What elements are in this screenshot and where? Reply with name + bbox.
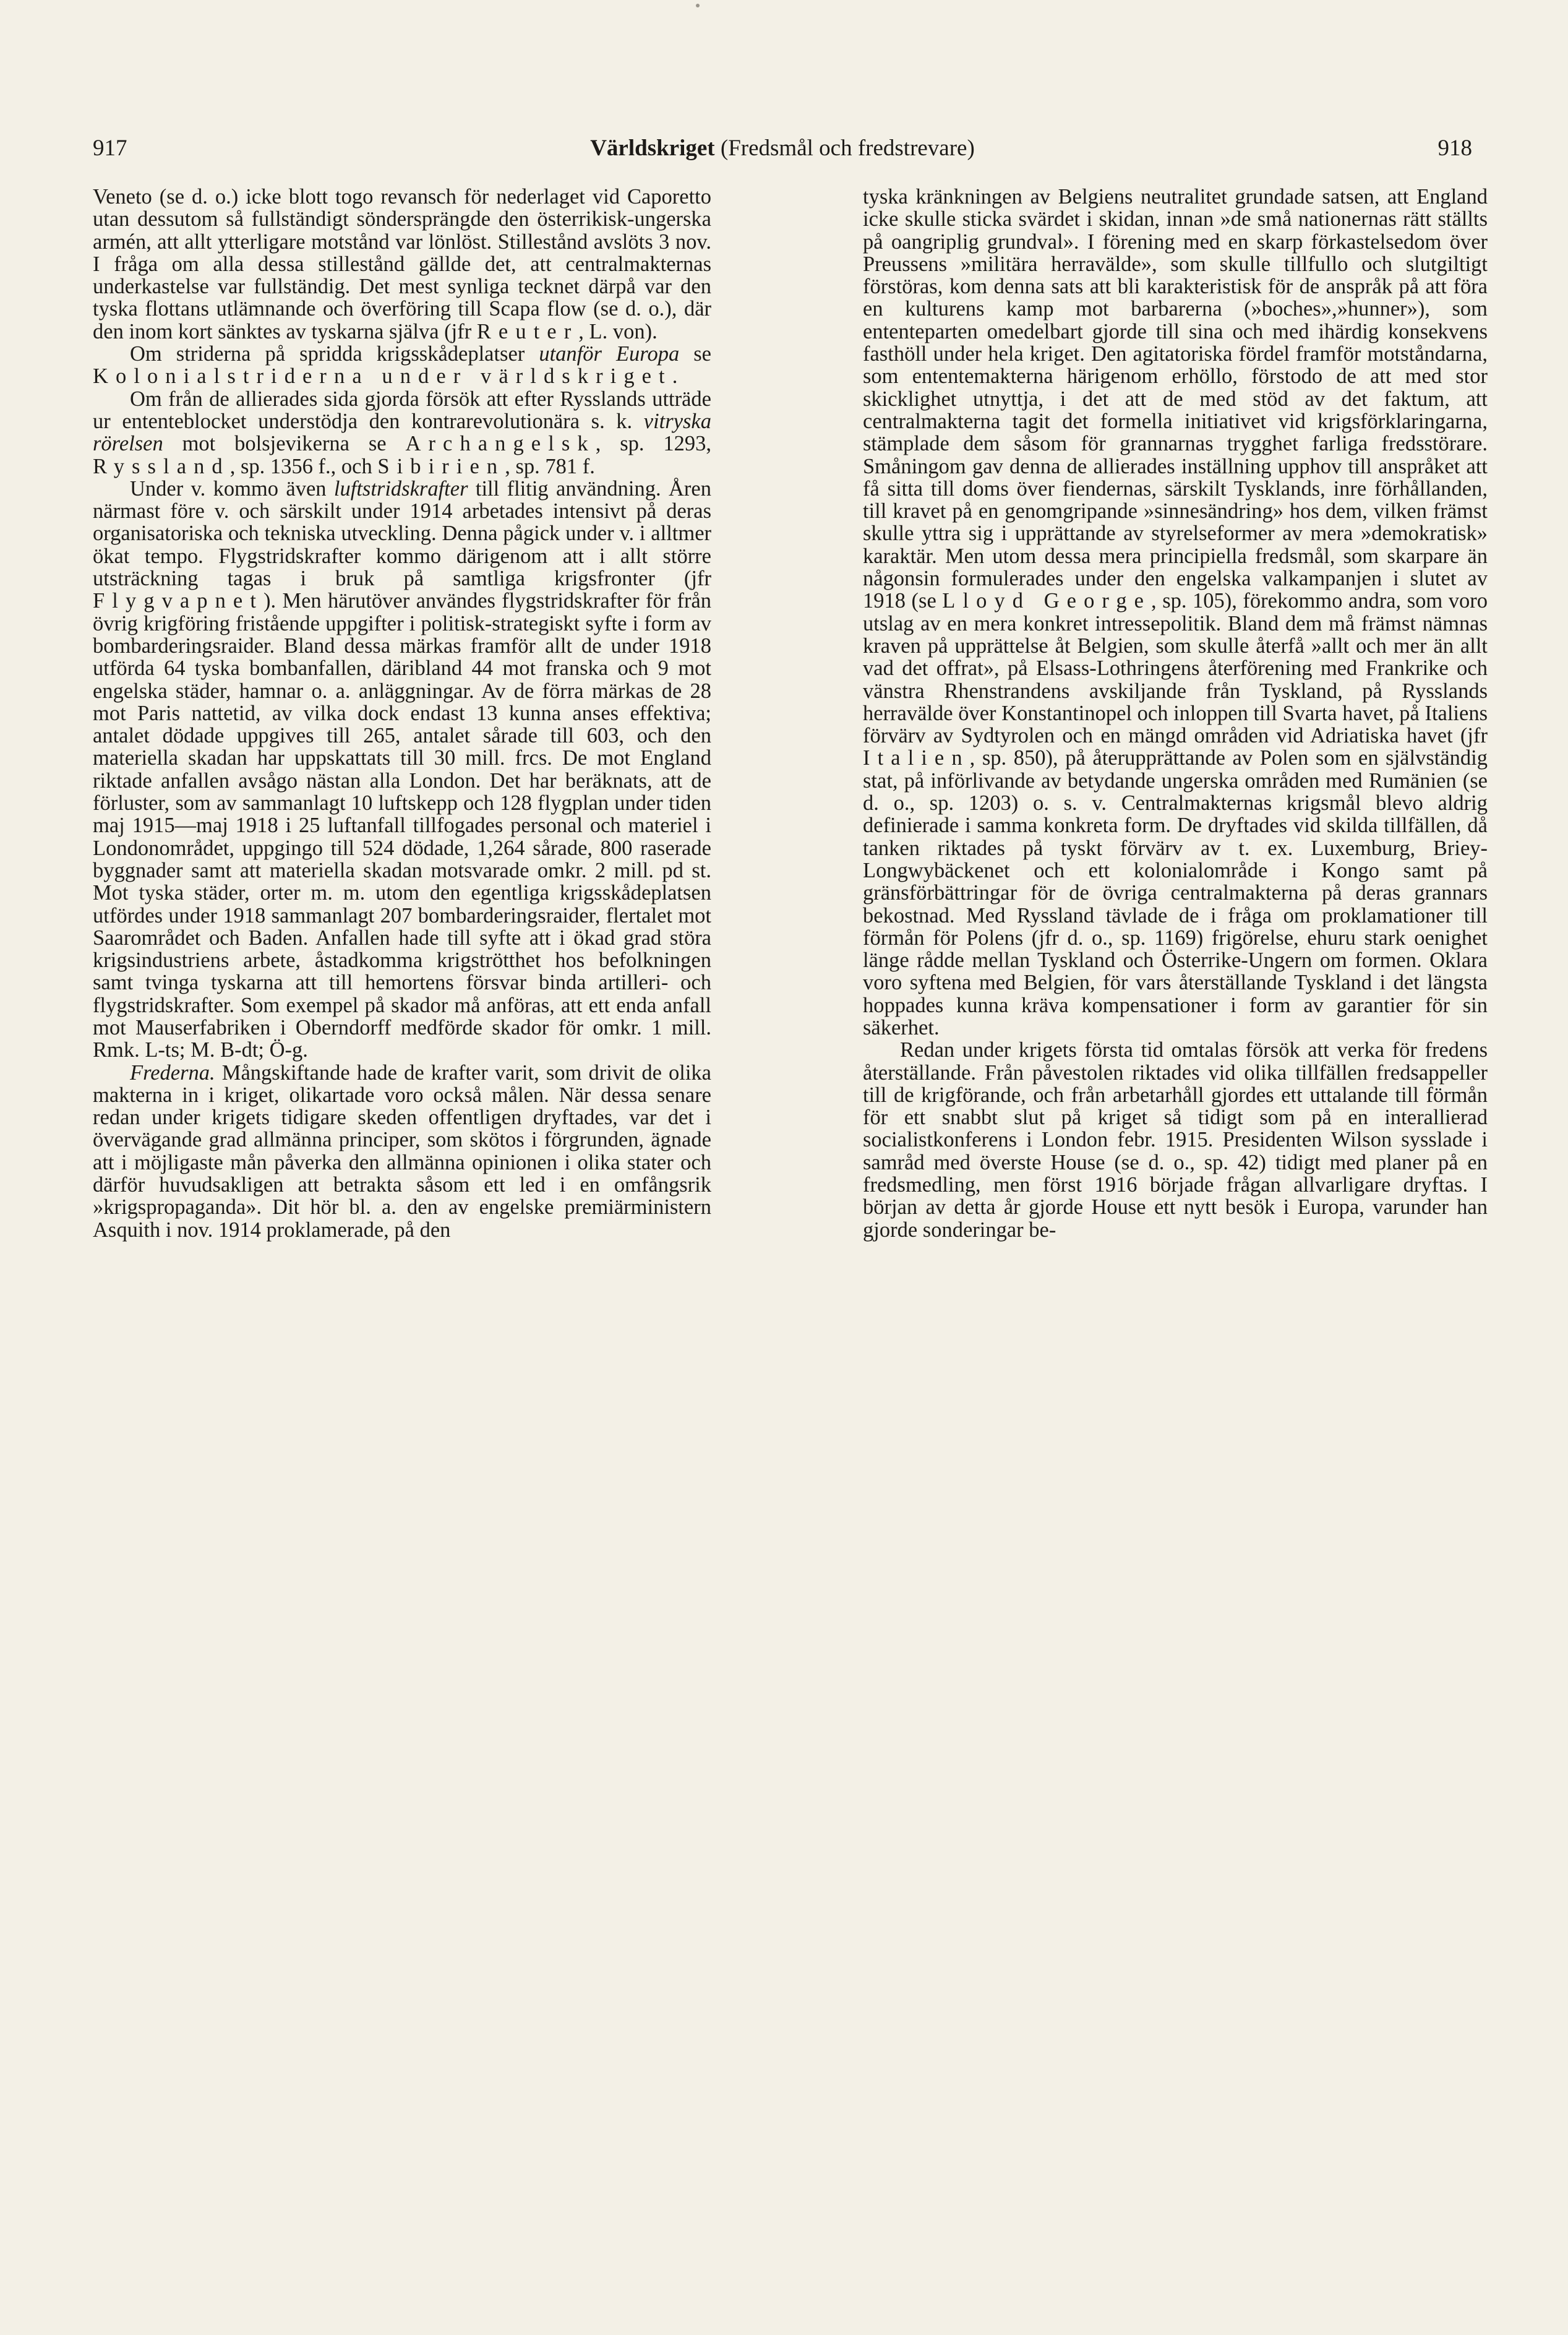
paragraph: Under v. kommo även luftstridskrafter till flitig användning. Åren närmast före v. och särskilt under 1914 arbetades intensivt på deras organisatoriska och tekniska utveckling. Denna pågick under v. i alltmer ökat tempo. Flygstridskrafter kommo därigenom att i allt större utsträckning tagas i bruk på samtliga krigsfronter (jfr Flygvapnet). Men härutöver användes flygstridskrafter för från övrig krigföring fristående uppgifter i politisk-strategiskt syfte i form av bombarderingsraider. Bland dessa märkas framför allt de under 1918 utförda 64 tyska bombanfallen, däribland 44 mot franska och 9 mot engelska städer, hamnar o. a. anläggningar. Av de förra märkas de 28 mot Paris nattetid, av vilka dock endast 13 kunna anses effektiva; antalet dödade uppgives till 265, antalet sårade till 603, och den materiella skadan har uppskattats till 30 mill. frcs. De mot England riktade anfallen avsågo nästan alla London. Det har beräknats, att de förluster, som av sammanlagt 10 luftskepp och 128 flygplan under tiden maj 1915—maj 1918 i 25 luftanfall tillfogades personal och materiel i Londonområdet, uppgingo till 524 dödade, 1,264 sårade, 800 raserade byggnader samt att materiella skadan motsvarade omkr. 2 mill. pd st. Mot tyska städer, orter m. m. utom den egentliga krigsskådeplatsen utfördes under 1918 sammanlagt 207 bombarderingsraider, flertalet mot Saarområdet och Baden. Anfallen hade till syfte att i ökad grad störa krigsindustriens arbete, åstadkomma krigströtthet hos befolkningen samt tvinga tyskarna att till hemortens försvar binda artilleri- och flygstridskrafter. Som exempel på skador må anföras, att ett enda anfall mot Mauserfabriken i Oberndorff medförde skador för omkr. 1 mill. Rmk. L-ts; M. B-dt; Ö-g. (93, 476, 711, 1062)
emphasis: vitryska rörelsen (93, 409, 711, 456)
running-title-keyword: Världskriget (590, 135, 715, 161)
cross-reference: Archangelsk (405, 432, 596, 456)
cross-reference: Sibirien (377, 454, 505, 478)
paragraph: Om från de allierades sida gjorda försök att efter Rysslands utträde ur ententeblocket understödja den kontrarevolutionära s. k. vitryska rörelsen mot bolsjevikerna se Archangelsk, sp. 1293, Ryssland, sp. 1356 f., och Sibirien, sp. 781 f. (93, 387, 711, 478)
paragraph: Redan under krigets första tid omtalas försök att verka för fredens återställande. Från påvestolen riktades vid olika tillfällen fredsappeller till de krigförande, och från arbetarhåll gjordes ett uttalande till förmån för ett snabbt slut på kriget så tidigt som på en interallierad socialistkonferens i London febr. 1915. Presidenten Wilson sysslade i samråd med överste House (se d. o., sp. 42) tidigt med planer på en fredsmedling, men först 1916 började frågan allvarligare dryftas. I början av detta år gjorde House ett nytt besök i Europa, varunder han gjorde sonderingar be- (863, 1038, 1488, 1242)
emphasis: luftstridskrafter (333, 476, 468, 501)
paragraph: Veneto (se d. o.) icke blott togo revansch för nederlaget vid Caporetto utan dessutom så fullständigt söndersprängde den österrikisk-ungerska armén, att allt ytterligare motstånd var lönlöst. Stillestånd avslöts 3 nov. I fråga om alla dessa stillestånd gällde det, att centralmakternas underkastelse var fullständig. Det mest synliga tecknet därpå var den tyska flottans utlämnande och överföring till Scapa flow (se d. o.), där den inom kort sänktes av tyskarna själva (jfr Reuter, L. von). (93, 185, 711, 343)
author-signature: L-ts; M. B-dt; Ö-g. (145, 1038, 308, 1062)
paragraph: Om striderna på spridda krigsskådeplatser utanför Europa se Kolonialstriderna under världskriget. (93, 342, 711, 389)
cross-reference: Kolonialstriderna under världskriget (93, 364, 672, 389)
speck-mark (696, 4, 700, 7)
paragraph: Frederna. Mångskiftande hade de krafter varit, som drivit de olika makterna in i kriget, olikartade voro också målen. När dessa senare redan under krigets tidigare skeden offentligen dryftades, var det i övervägande grad allmänna principer, som skötos i förgrunden, ägnade att i möjligaste mån påverka den allmänna opinionen i olika stater och därför huvudsakligen att betrakta såsom ett led i en omfångsrik »krigspropaganda». Dit hör bl. a. den av engelske premiärministern Asquith i nov. 1914 proklamerade, på den (93, 1060, 711, 1242)
left-column (93, 186, 711, 1241)
running-title-subtitle: (Fredsmål och fredstrevare) (714, 135, 975, 161)
cross-reference: Reuter (476, 319, 579, 343)
cross-reference: Lloyd George (942, 589, 1152, 613)
cross-reference: Italien (863, 746, 970, 770)
cross-reference: Ryssland (93, 454, 230, 478)
section-heading: Frederna. (130, 1060, 215, 1085)
paragraph: tyska kränkningen av Belgiens neutralitet grundade satsen, att England icke skulle sticka svärdet i skidan, innan »de små nationernas rätt ställts på oangriplig grundval». I förening med en skarp förkastelsedom över Preussens »militära herravälde», som skulle tillfullo och slutgiltigt förstöras, kom denna sats att bli karakteristisk för de anspråk på att föra en kulturens kamp mot barbarerna (»boches»,»hunner»), som ententeparten omedelbart gjorde till sina och med ihärdig konsekvens fasthöll under hela kriget. Den agitatoriska fördel framför motståndarna, som ententemakterna härigenom erhöllo, förstodo de att med stor skicklighet utnyttja, i det att de med stöd av det faktum, att centralmakterna tagit det formella initiativet vid krigsförklaringarna, stämplade dem såsom för grannarnas trygghet farliga fredsstörare. Småningom gav denna de allierades inställning upphov till anspråket att få sitta till doms över fiendernas, särskilt Tysklands, inre förhållanden, till kravet på en genomgripande »sinnesändring» hos dem, vilken främst skulle yttra sig i upprättande av styrelseformer av mera »demokratisk» karaktär. Men utom dessa mera principiella fredsmål, som skarpare än någonsin formulerades under den engelska valkampanjen i slutet av 1918 (se Lloyd George, sp. 105), förekommo andra, som voro utslag av en mera konkret intressepolitik. Bland dem må främst nämnas kraven på upprättelse åt Belgien, som skulle återfå »allt och mer än allt vad det offrat», på Elsass-Lothringens återförening med Frankrike och vänstra Rhenstrandens avskiljande från Tyskland, på Rysslands herravälde över Konstantinopel och inloppen till Svarta havet, på Italiens förvärv av Sydtyrolen och en mängd områden vid Adriatiska havet (jfr Italien, sp. 850), på återupprättande av Polen som en självständig stat, på införlivande av betydande ungerska områden med Rumänien (se d. o., sp. 1203) o. s. v. Centralmakternas krigsmål blevo aldrig definierade i samma konkreta form. De dryftades vid skilda tillfällen, då tanken riktades på tyskt förvärv av t. ex. Luxemburg, Briey-Longwybäckenet och ett kolonialområde i Kongo samt på gränsförbättringar för de övriga centralmakterna på deras grannars bekostnad. Med Ryssland tävlade de i fråga om proklamationer till förmån för Polens (jfr d. o., sp. 1169) frigörelse, ehuru stark oenighet länge rådde mellan Tyskland och Österrike-Ungern om formen. Oklara voro syftena med Belgien, för vars återställande Tyskland i det längsta hoppades kunna kräva kompensationer i form av garantier för sin säkerhet. (863, 185, 1488, 1039)
page-header (93, 135, 1472, 172)
emphasis: utanför Europa (539, 342, 680, 366)
page-number-right: 918 (1437, 135, 1472, 161)
page-number-left: 917 (93, 135, 127, 161)
right-column (863, 186, 1488, 1241)
running-title (93, 135, 1472, 161)
cross-reference: Flygvapnet (93, 589, 263, 613)
